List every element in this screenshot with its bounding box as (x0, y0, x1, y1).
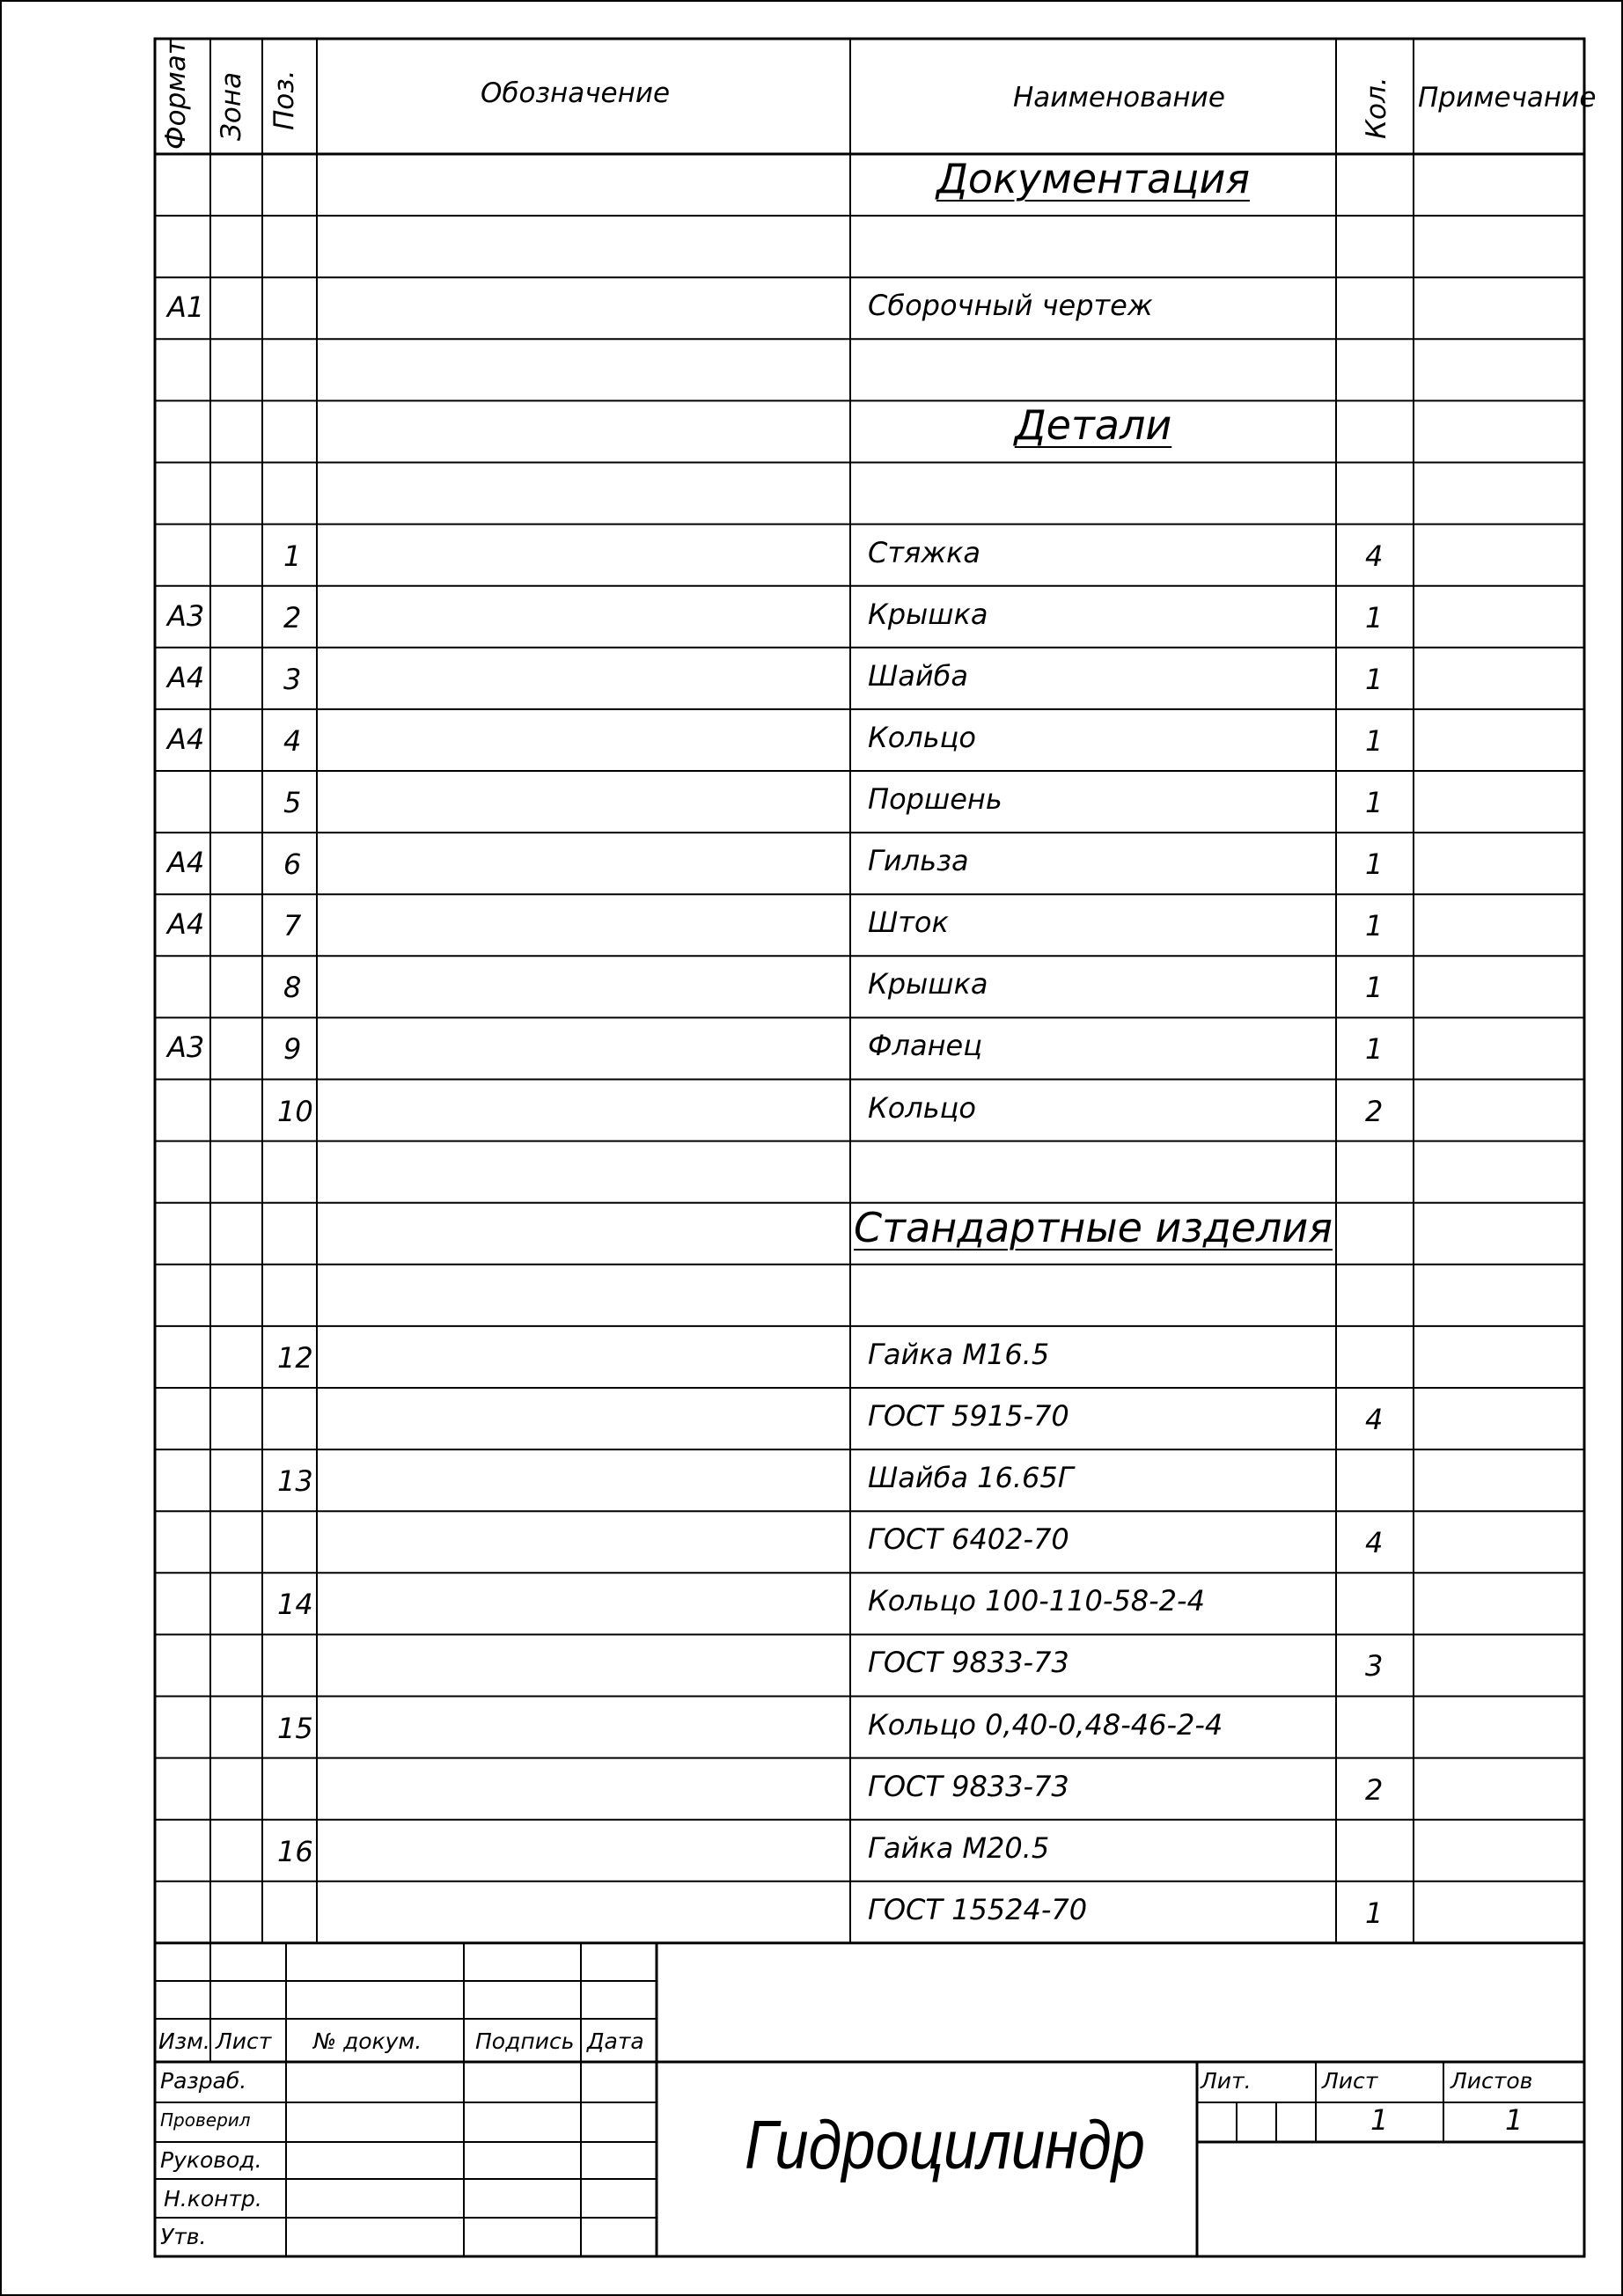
label-signature: Подпись (475, 2028, 575, 2054)
header-designation: Обозначение (481, 77, 671, 109)
name-cell: ГОСТ 15524-70 (868, 1892, 1088, 1926)
name-cell: Кольцо (868, 1090, 976, 1125)
section-heading: Детали (1014, 401, 1172, 450)
name-cell: ГОСТ 9833-73 (868, 1769, 1069, 1803)
qty-cell: 1 (1365, 1896, 1384, 1930)
name-cell: ГОСТ 5915-70 (868, 1399, 1069, 1434)
name-cell: Кольцо 100-110-58-2-4 (868, 1584, 1205, 1618)
pos-cell: 12 (277, 1340, 313, 1375)
pos-cell: 4 (283, 723, 302, 758)
pos-cell: 7 (283, 909, 302, 943)
section-heading: Документация (936, 155, 1251, 203)
qty-cell: 1 (1365, 909, 1384, 943)
format-cell: А4 (167, 907, 205, 942)
name-cell: Гайка М16.5 (868, 1337, 1050, 1371)
label-lit: Лит. (1201, 2068, 1252, 2094)
pos-cell: 3 (283, 662, 302, 696)
name-cell: Крышка (868, 597, 988, 631)
name-cell: Стяжка (868, 535, 980, 569)
name-cell: Шайба 16.65Г (868, 1461, 1074, 1495)
qty-cell: 1 (1365, 723, 1384, 758)
name-cell: Сборочный чертеж (868, 289, 1153, 323)
pos-cell: 5 (283, 786, 302, 820)
name-cell: Кольцо (868, 720, 976, 754)
qty-cell: 2 (1365, 1772, 1384, 1807)
product-title: Гидроцилиндр (745, 2106, 1145, 2183)
role-norm-control: Н.контр. (164, 2186, 262, 2212)
pos-cell: 8 (283, 971, 302, 1005)
role-checked: Проверил (160, 2109, 251, 2131)
format-cell: А1 (167, 290, 205, 325)
header-qty: Кол. (1361, 77, 1392, 139)
qty-cell: 1 (1365, 786, 1384, 820)
name-cell: Крышка (868, 967, 988, 1001)
pos-cell: 16 (277, 1834, 313, 1868)
name-cell: Шток (868, 906, 949, 940)
label-doc-no: № докум. (313, 2028, 422, 2054)
pos-cell: 9 (283, 1032, 302, 1067)
qty-cell: 1 (1365, 1032, 1384, 1067)
qty-cell: 4 (1365, 539, 1384, 573)
role-approved: Утв. (160, 2224, 207, 2249)
qty-cell: 2 (1365, 1094, 1384, 1128)
sheets-value: 1 (1505, 2103, 1524, 2137)
pos-cell: 13 (277, 1464, 313, 1499)
qty-cell: 1 (1365, 662, 1384, 696)
role-developed: Разраб. (160, 2068, 247, 2094)
pos-cell: 10 (277, 1094, 313, 1128)
name-cell: Поршень (868, 782, 1002, 817)
qty-cell: 1 (1365, 600, 1384, 635)
name-cell: Гильза (868, 844, 969, 878)
qty-cell: 1 (1365, 971, 1384, 1005)
header-note: Примечание (1418, 82, 1597, 114)
format-cell: А3 (167, 1031, 205, 1065)
format-cell: А4 (167, 660, 205, 694)
name-cell: Гайка М20.5 (868, 1830, 1050, 1865)
label-izm: Изм. (158, 2028, 210, 2054)
label-list: Лист (216, 2028, 272, 2054)
label-sheets: Листов (1450, 2068, 1533, 2094)
name-cell: ГОСТ 6402-70 (868, 1522, 1069, 1557)
pos-cell: 6 (283, 847, 302, 882)
pos-cell: 2 (283, 600, 302, 635)
label-sheet: Лист (1322, 2068, 1378, 2094)
sheet-value: 1 (1370, 2103, 1389, 2137)
name-cell: Кольцо 0,40-0,48-46-2-4 (868, 1707, 1223, 1742)
qty-cell: 1 (1365, 847, 1384, 882)
format-cell: А4 (167, 846, 205, 880)
qty-cell: 3 (1365, 1649, 1384, 1683)
name-cell: ГОСТ 9833-73 (868, 1646, 1069, 1680)
header-format: Формат (160, 39, 192, 150)
section-heading: Стандартные изделия (854, 1203, 1333, 1251)
format-cell: А3 (167, 598, 205, 633)
label-date: Дата (587, 2028, 644, 2054)
role-supervisor: Руковод. (160, 2147, 262, 2173)
pos-cell: 1 (283, 539, 302, 573)
qty-cell: 4 (1365, 1403, 1384, 1437)
header-zone: Зона (216, 71, 247, 141)
header-pos: Поз. (268, 70, 300, 130)
format-cell: А4 (167, 722, 205, 756)
name-cell: Фланец (868, 1029, 982, 1063)
name-cell: Шайба (868, 658, 968, 693)
pos-cell: 14 (277, 1588, 313, 1622)
qty-cell: 4 (1365, 1526, 1384, 1560)
pos-cell: 15 (277, 1711, 313, 1745)
header-name: Наименование (1013, 82, 1225, 114)
